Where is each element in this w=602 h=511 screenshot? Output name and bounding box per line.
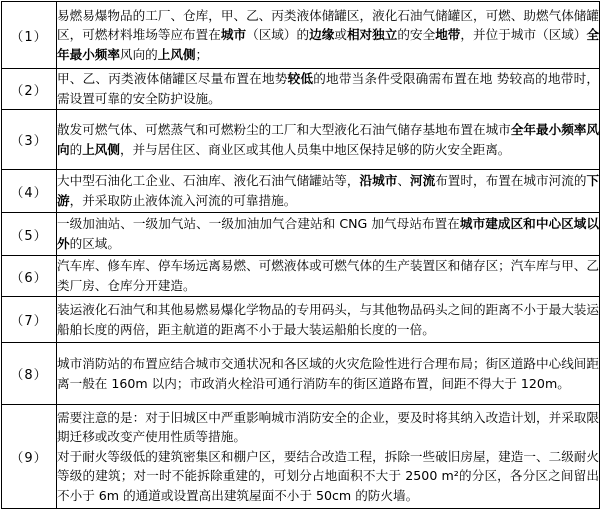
- text-segment: 风向的: [119, 46, 158, 62]
- text-segment: 的区域。: [69, 236, 120, 251]
- table-row: [2, 110, 600, 170]
- emphasis-text: 城市: [220, 27, 247, 43]
- row-number: （2）: [2, 69, 57, 110]
- text-segment: 、: [397, 173, 410, 189]
- text-segment: 的安全: [397, 27, 436, 43]
- emphasis-text: 地带: [435, 27, 461, 43]
- row-text: [57, 405, 600, 509]
- text-segment: 城市消防站的布置应结合城市交通状况和各区域的火灾危险性进行合理布局；街区道路中心线间距离一般在 160m 以内；市政消火栓沿可通行消防车的街区道路布置，间距不得大于 120m。: [57, 355, 599, 391]
- text-segment: 大中型石油化工企业、石油库、液化石油气储罐站等，: [57, 173, 360, 189]
- emphasis-text: 城市建成区和中心区域以外: [57, 216, 600, 251]
- emphasis-text: 全年最小频率风向: [57, 121, 600, 157]
- row-text: [57, 69, 600, 110]
- paragraph: [57, 447, 599, 506]
- row-number: （7）: [2, 297, 57, 343]
- row-text: [57, 256, 600, 297]
- emphasis-text: 下游: [57, 173, 600, 208]
- table-row: [2, 256, 600, 297]
- fire-safety-layout-table: [1, 1, 600, 509]
- emphasis-text: 相对独立: [346, 27, 398, 43]
- text-segment: 一级加油站、一级加气站、一级加油加气合建站和 CNG 加气母站布置在: [57, 216, 460, 232]
- text-segment: 易燃易爆物品的工厂、仓库，甲、乙、丙类液体储罐区，液化石油气储罐区，可燃、助燃气体储罐区，可燃材料堆场等应布置在: [57, 7, 599, 43]
- row-number: （8）: [2, 343, 57, 405]
- text-segment: 装运液化石油气和其他易燃易爆化学物品的专用码头，与其他物品码头之间的距离不小于最大装运船舶长度的两倍，距主航道的距离不小于最大装运船舶长度的一倍。: [57, 301, 599, 337]
- table-row: [2, 297, 600, 343]
- row-number: （3）: [2, 110, 57, 170]
- row-number: （5）: [2, 213, 57, 256]
- row-text: [57, 343, 600, 405]
- table-row: [2, 69, 600, 110]
- text-segment: ；: [195, 46, 209, 62]
- row-text: [57, 213, 600, 256]
- row-text: [57, 297, 600, 343]
- row-number: （4）: [2, 170, 57, 213]
- text-segment: 需要注意的是：对于旧城区中严重影响城市消防安全的企业，要及时将其纳入改造计划，并采取限期迁移或改变产使用性质等措施。: [57, 409, 599, 445]
- emphasis-text: 沿城市: [359, 173, 398, 189]
- row-number: （6）: [2, 256, 57, 297]
- row-number: （9）: [2, 405, 57, 509]
- emphasis-text: 上风侧: [157, 46, 196, 62]
- text-segment: 甲、乙、丙类液体储罐区尽量布置在地势: [57, 71, 288, 87]
- row-number: （1）: [2, 2, 57, 69]
- text-segment: 散发可燃气体、可燃蒸气和可燃粉尘的工厂和大型液化石油气储存基地布置在城市: [57, 121, 511, 137]
- emphasis-text: 边缘: [309, 27, 335, 43]
- text-segment: ，并与居住区、商业区或其他人员集中地区保持足够的防火安全距离。: [119, 141, 511, 157]
- table-row: [2, 2, 600, 69]
- text-segment: ，并采取防止液体流入河流的可靠措施。: [69, 193, 297, 208]
- text-segment: ，并位于城市（区域）: [460, 27, 587, 43]
- text-segment: 的: [69, 141, 83, 157]
- row-text: [57, 110, 600, 170]
- text-segment: 或: [334, 27, 347, 43]
- emphasis-text: 上风侧: [82, 141, 120, 157]
- text-segment: 的地带当条件受限确需布置在地 势较高的地带时，需设置可靠的安全防护设施。: [57, 71, 600, 106]
- emphasis-text: 河流: [409, 173, 436, 189]
- emphasis-text: 全年最小频率: [57, 27, 600, 62]
- text-segment: （区域）的: [246, 27, 310, 43]
- emphasis-text: 较低: [287, 71, 314, 87]
- text-segment: 对于耐火等级低的建筑密集区和棚户区，要结合改造工程，拆除一些破旧房屋，建造一、二级耐火等级的建筑；对一时不能拆除重建的，可划分占地面积不大于 2500 m²的分区，各分区之间留出不小于 6m 的通道或设置高出建筑屋面不小于 50cm 的防火墙。: [57, 448, 599, 503]
- table-row: [2, 170, 600, 213]
- row-text: [57, 2, 600, 69]
- row-text: [57, 170, 600, 213]
- table-row: [2, 405, 600, 509]
- text-segment: 布置时，布置在城市河流的: [435, 173, 587, 189]
- table-row: [2, 213, 600, 256]
- table-row: [2, 343, 600, 405]
- paragraph: [57, 408, 599, 447]
- text-segment: 汽车库、修车库、停车场远离易燃、可燃液体或可燃气体的生产装置区和储存区；汽车库与甲、乙类厂房、仓库分开建造。: [57, 258, 599, 293]
